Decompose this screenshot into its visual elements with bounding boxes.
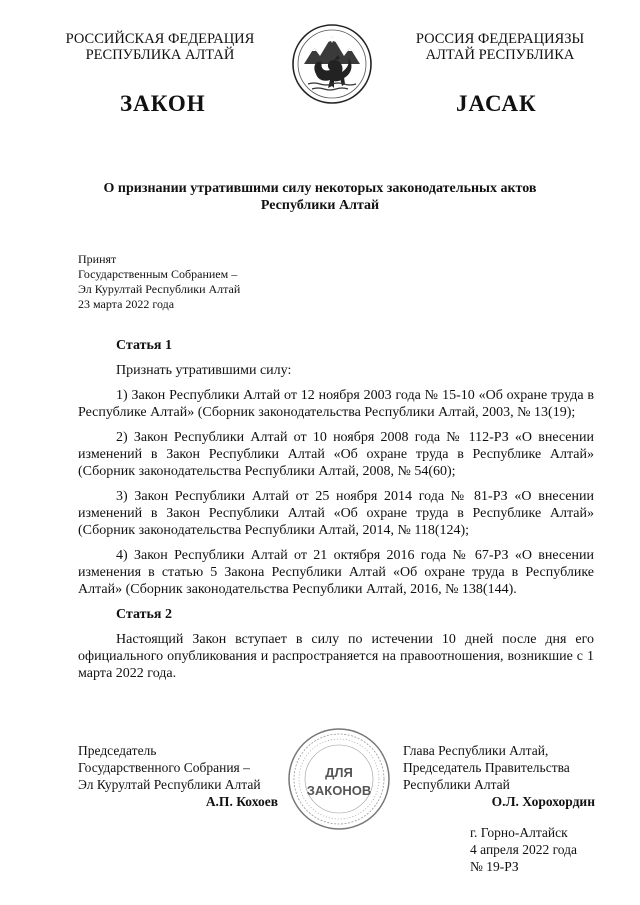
article1-intro: Признать утратившими силу:: [116, 363, 292, 378]
signature-right-line2: Председатель Правительства: [403, 760, 570, 775]
signature-right-name: О.Л. Хорохордин: [491, 794, 595, 809]
law-title-alt: ЈАСАК: [456, 91, 537, 116]
signature-left-line2: Государственного Собрания –: [78, 760, 250, 775]
place-city: г. Горно-Алтайск: [470, 825, 568, 840]
adoption-line1: Принят: [78, 252, 117, 266]
article1-item-4: 4) Закон Республики Алтай от 21 октября 2016 года № 67-РЗ «О внесении изменения в статью 5 Закона Республики Алтай «Об охране труда в Республике Алтай» (Сборник законодательства Республики Алтай, 2016, № 138(144).: [78, 548, 594, 597]
signature-right-line1: Глава Республики Алтай,: [403, 743, 549, 758]
header-right: [380, 31, 620, 63]
stamp-text-line1: ДЛЯ: [325, 765, 353, 780]
law-number: № 19-РЗ: [470, 859, 519, 874]
article1-heading: Статья 1: [116, 338, 172, 353]
signature-left-line1: Председатель: [78, 743, 157, 758]
signature-left-name: А.П. Кохоев: [205, 794, 278, 809]
document-title-line2: Республики Алтай: [260, 198, 380, 213]
article2-heading: Статья 2: [116, 607, 172, 622]
adoption-line2: Государственным Собранием –: [78, 267, 238, 281]
signature-left-line3: Эл Курултай Республики Алтай: [78, 777, 261, 792]
coat-of-arms-emblem: [290, 22, 374, 106]
place-date-number: [470, 824, 577, 875]
signature-left: [78, 742, 278, 810]
header-left-country: РОССИЙСКАЯ ФЕДЕРАЦИЯ: [65, 31, 255, 47]
law-body: [78, 337, 594, 682]
article1-item-2: 2) Закон Республики Алтай от 10 ноября 2008 года № 112-РЗ «О внесении изменений в Закон Республики Алтай «Об охране труда в Республике Алтай» (Сборник законодательства Республики Алтай, 2008, № 54(60);: [78, 430, 594, 479]
header-right-republic: АЛТАЙ РЕСПУБЛИКА: [425, 47, 575, 63]
document-title: [0, 180, 640, 214]
signature-right: [403, 742, 595, 810]
header-left: [40, 31, 280, 63]
header-right-country: РОССИЯ ФЕДЕРАЦИЯЗЫ: [415, 31, 585, 47]
law-date: 4 апреля 2022 года: [470, 842, 578, 857]
stamp-text-line2: ЗАКОНОВ: [306, 783, 372, 798]
document-title-line1: О признании утратившими силу некоторых законодательных актов: [103, 181, 537, 196]
stamp-seal: [287, 727, 391, 831]
article1-item-3: 3) Закон Республики Алтай от 25 ноября 2014 года № 81-РЗ «О внесении изменений в Закон Республики Алтай «Об охране труда в Республике Алтай» (Сборник законодательства Республики Алтай, 2014, № 118(124);: [78, 489, 594, 538]
header-left-republic: РЕСПУБЛИКА АЛТАЙ: [85, 47, 235, 63]
adoption-info: [78, 252, 240, 312]
law-title-ru: ЗАКОН: [120, 91, 206, 116]
adoption-line3: Эл Курултай Республики Алтай: [78, 282, 241, 296]
adoption-date: 23 марта 2022 года: [78, 297, 175, 311]
article2-text: Настоящий Закон вступает в силу по истечении 10 дней после дня его официального опубликования и распространяется на правоотношения, возникшие с 1 марта 2022 года.: [78, 632, 594, 681]
article1-item-1: 1) Закон Республики Алтай от 12 ноября 2003 года № 15-10 «Об охране труда в Республике Алтай» (Сборник законодательства Республики Алтай, 2003, № 13(19);: [78, 388, 594, 420]
signature-right-line3: Республики Алтай: [403, 777, 510, 792]
